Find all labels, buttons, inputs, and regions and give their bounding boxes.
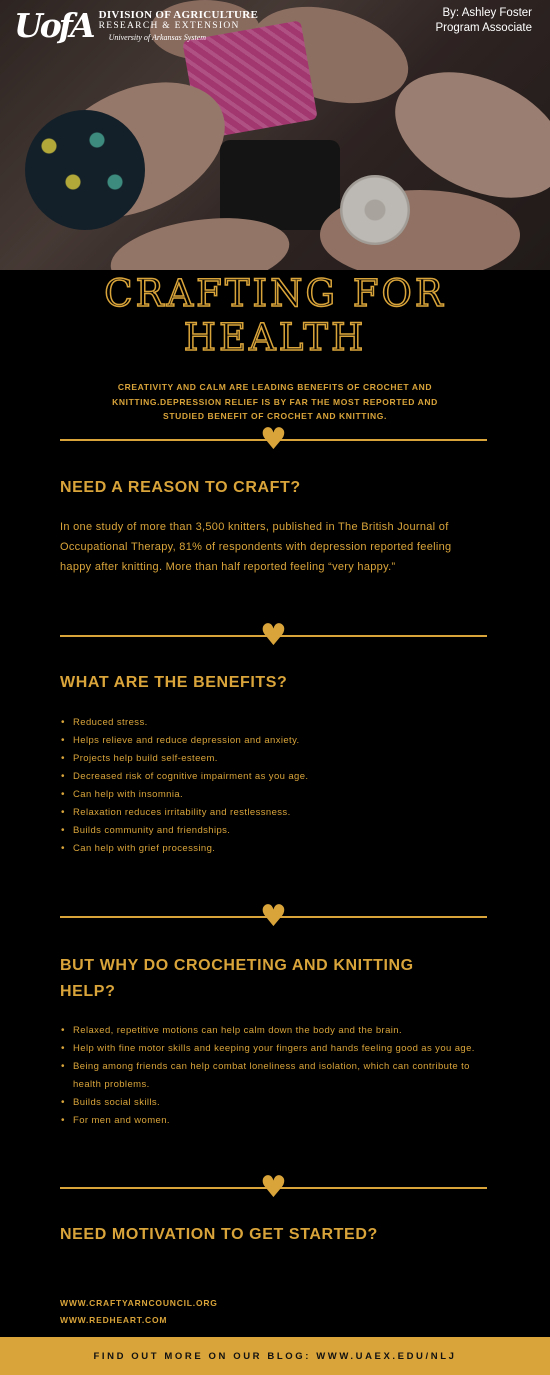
header-photo — [0, 0, 550, 270]
benefits-heading: WHAT ARE THE BENEFITS? — [60, 674, 288, 691]
heart-icon: ♥ — [260, 422, 287, 457]
resource-links — [60, 1295, 218, 1329]
list-item: • Being among friends can help combat loneliness and isolation, which can contribute to health problems. — [60, 1058, 480, 1094]
section-divider — [60, 618, 487, 653]
logo-text — [99, 10, 259, 43]
list-item: • Decreased risk of cognitive impairment as you age. — [60, 768, 480, 786]
section-divider — [60, 422, 487, 457]
heart-icon: ♥ — [260, 618, 287, 653]
list-item: • Projects help build self-esteem. — [60, 750, 480, 768]
list-item: • Builds community and friendships. — [60, 822, 480, 840]
logo-mark: UofA — [14, 6, 93, 45]
org-line-1: DIVISION OF AGRICULTURE — [98, 8, 259, 21]
list-item: • Builds social skills. — [60, 1094, 480, 1112]
uofa-logo[interactable] — [14, 6, 258, 46]
title-line-2: HEALTH — [183, 316, 367, 359]
link-redheart[interactable]: WWW.REDHEART.COM — [60, 1315, 168, 1325]
heart-icon: ♥ — [260, 899, 287, 934]
author-byline — [435, 6, 532, 36]
reason-body: In one study of more than 3,500 knitters, published in The British Journal of Occupational Therapy, 81% of respondents with depression reported feeling happy after knitting. More than half reported feeling “very happy.” — [60, 521, 452, 573]
why-list — [60, 1022, 480, 1130]
benefits-list — [60, 714, 480, 858]
why-heading: BUT WHY DO CROCHETING AND KNITTING HELP? — [60, 957, 414, 1000]
footer-banner — [0, 1337, 550, 1375]
list-item: • Relaxation reduces irritability and restlessness. — [60, 804, 480, 822]
link-craftyarncouncil[interactable]: WWW.CRAFTYARNCOUNCIL.ORG — [60, 1298, 218, 1308]
title-line-1: CRAFTING FOR — [104, 272, 446, 315]
section-divider — [60, 1170, 487, 1205]
list-item: • For men and women. — [60, 1112, 480, 1130]
org-line-3: University of Arkansas System — [108, 32, 206, 42]
page-title — [0, 272, 550, 360]
author-name: By: Ashley Foster — [442, 7, 532, 19]
list-item: • Reduced stress. — [60, 714, 480, 732]
reason-heading: NEED A REASON TO CRAFT? — [60, 479, 301, 496]
list-item: • Helps relieve and reduce depression and anxiety. — [60, 732, 480, 750]
blog-link[interactable]: FIND OUT MORE ON OUR BLOG: WWW.UAEX.EDU/NLJ — [93, 1350, 457, 1362]
list-item: • Can help with insomnia. — [60, 786, 480, 804]
heart-icon: ♥ — [260, 1170, 287, 1205]
list-item: • Can help with grief processing. — [60, 840, 480, 858]
org-line-2: RESEARCH & EXTENSION — [98, 20, 240, 31]
motivation-heading: NEED MOTIVATION TO GET STARTED? — [60, 1226, 378, 1243]
author-role: Program Associate — [435, 22, 532, 34]
intro-subtitle: CREATIVITY AND CALM ARE LEADING BENEFITS OF CROCHET AND KNITTING.DEPRESSION RELIEF IS BY FAR THE MOST REPORTED AND STUDIED BENEFIT OF CROCHET AND KNITTING. — [112, 382, 438, 421]
list-item: • Help with fine motor skills and keeping your fingers and hands feeling good as you age. — [60, 1040, 480, 1058]
list-item: • Relaxed, repetitive motions can help calm down the body and the brain. — [60, 1022, 480, 1040]
section-divider — [60, 899, 487, 934]
